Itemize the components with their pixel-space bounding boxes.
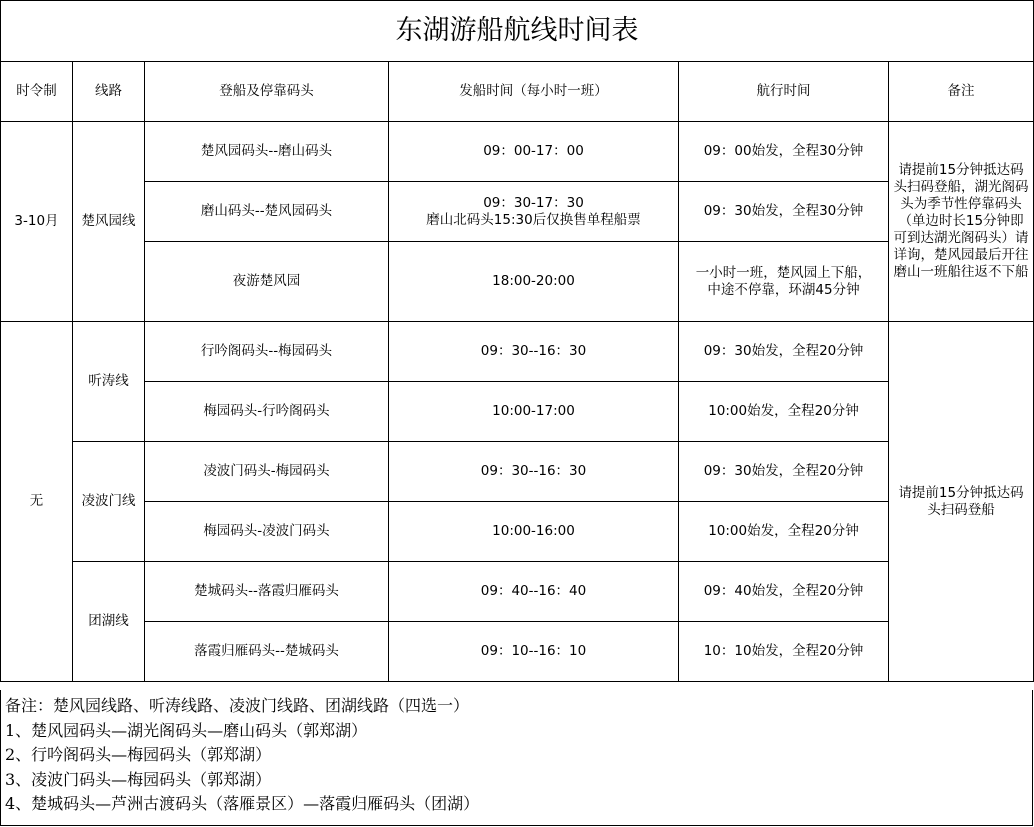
departure-cell: 10:00-16:00	[389, 502, 679, 562]
duration-cell: 10：10始发，全程20分钟	[679, 622, 889, 682]
duration-cell: 09：00始发，全程30分钟	[679, 122, 889, 182]
departure-cell: 09：30--16：30	[389, 442, 679, 502]
note-item: 3、凌波门码头—梅园码头（郭郑湖）	[5, 769, 272, 789]
table-row	[1, 502, 1034, 562]
duration-cell: 10:00始发，全程20分钟	[679, 382, 889, 442]
table-row	[1, 442, 1034, 502]
table-row	[1, 122, 1034, 182]
departure-time: 09：30-17：30	[483, 194, 584, 211]
note-item: 2、行吟阁码头—梅园码头（郭郑湖）	[5, 745, 272, 764]
table-row	[1, 242, 1034, 322]
header-departure: 发船时间（每小时一班）	[389, 62, 679, 122]
pier-cell: 落霞归雁码头--楚城码头	[145, 622, 389, 682]
duration-cell: 09：40始发，全程20分钟	[679, 562, 889, 622]
pier-cell: 行吟阁码头--梅园码头	[145, 322, 389, 382]
departure-note: 磨山北码头15:30后仅换售单程船票	[426, 211, 641, 228]
note-item: 1、楚风园码头—湖光阁码头—磨山码头（郭郑湖）	[5, 720, 368, 740]
departure-cell	[389, 122, 679, 182]
duration-cell	[679, 242, 889, 322]
route-cell-tuanhu: 团湖线	[73, 562, 145, 682]
note-item: 4、楚城码头—芦洲古渡码头（落雁景区）—落霞归雁码头（团湖）	[5, 794, 480, 813]
note-heading: 备注：楚风园线路、听涛线路、凌波门线路、团湖线路（四选一）	[5, 696, 470, 715]
table-row	[1, 382, 1034, 442]
duration-cell: 09：30始发，全程20分钟	[679, 322, 889, 382]
header-duration: 航行时间	[679, 62, 889, 122]
season-cell: 无	[1, 322, 73, 682]
duration-cell: 09：30始发，全程30分钟	[679, 182, 889, 242]
departure-cell: 09：30--16：30	[389, 322, 679, 382]
route-cell-lingbomen: 凌波门线	[73, 442, 145, 562]
duration-line: 中途不停靠，环湖45分钟	[707, 281, 860, 298]
pier-cell: 夜游楚风园	[145, 242, 389, 322]
notes-block	[0, 690, 1033, 826]
route-cell-chufengyuan: 楚风园线	[73, 122, 145, 322]
remark-cell: 请提前15分钟抵达码头扫码登船	[889, 322, 1034, 682]
duration-line: 一小时一班，楚风园上下船，	[695, 264, 872, 281]
season-cell: 3-10月	[1, 122, 73, 322]
table-row	[1, 322, 1034, 382]
departure-cell: 10:00-17:00	[389, 382, 679, 442]
duration-cell: 10:00始发，全程20分钟	[679, 502, 889, 562]
page-title: 东湖游船航线时间表	[1, 1, 1034, 62]
header-remark: 备注	[889, 62, 1034, 122]
departure-cell: 09：10--16：10	[389, 622, 679, 682]
pier-cell: 凌波门码头-梅园码头	[145, 442, 389, 502]
table-row	[1, 562, 1034, 622]
departure-time: 09：00-17：00	[483, 143, 584, 159]
table-row	[1, 182, 1034, 242]
pier-cell: 梅园码头-行吟阁码头	[145, 382, 389, 442]
header-pier: 登船及停靠码头	[145, 62, 389, 122]
header-row	[1, 62, 1034, 122]
header-season: 时令制	[1, 62, 73, 122]
pier-cell: 楚城码头--落霞归雁码头	[145, 562, 389, 622]
pier-cell: 磨山码头--楚风园码头	[145, 182, 389, 242]
departure-cell: 18:00-20:00	[389, 242, 679, 322]
pier-cell: 楚风园码头--磨山码头	[145, 122, 389, 182]
duration-cell: 09：30始发，全程20分钟	[679, 442, 889, 502]
route-cell-tingtao: 听涛线	[73, 322, 145, 442]
remark-cell: 请提前15分钟抵达码头扫码登船，湖光阁码头为季节性停靠码头（单边时长15分钟即可到达湖光阁码头）请详询，楚风园最后开往磨山一班船往返不下船	[889, 122, 1034, 322]
departure-cell: 09：40--16：40	[389, 562, 679, 622]
departure-cell	[389, 182, 679, 242]
table-row	[1, 622, 1034, 682]
pier-cell: 梅园码头-凌波门码头	[145, 502, 389, 562]
header-route: 线路	[73, 62, 145, 122]
